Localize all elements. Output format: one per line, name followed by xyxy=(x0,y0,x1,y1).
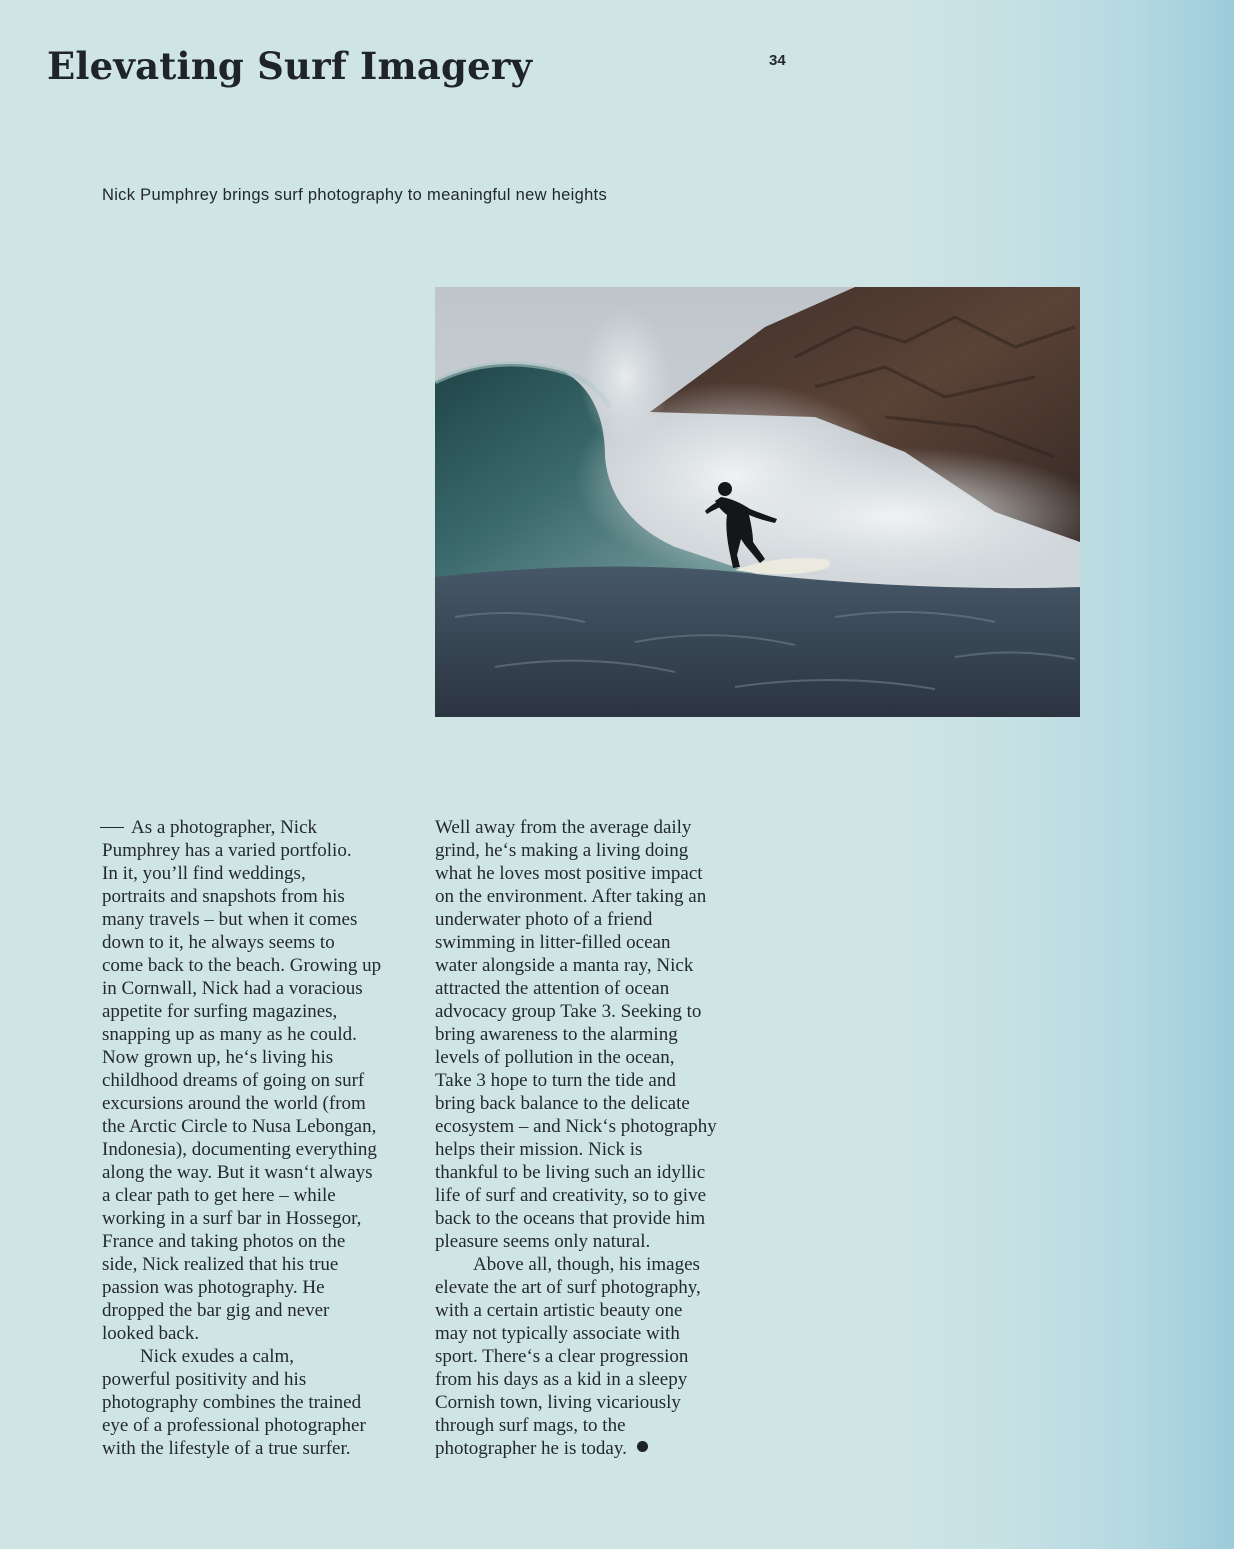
page-number: 34 xyxy=(769,52,786,69)
body-paragraph: Well away from the average daily grind, he‘s making a living doing what he loves most positive impact on the environment. After taking an underwater photo of a friend swimming in litter-filled ocean water alongside a manta ray, Nick attracted the attention of ocean advocacy group Take 3. Seeking to bring awareness to the alarming levels of pollution in the ocean, Take 3 hope to turn the tide and bring back balance to the delicate ecosystem – and Nick‘s photography helps their mission. Nick is thankful to be living such an idyllic life of surf and creativity, so to give back to the oceans that provide him pleasure seems only natural. xyxy=(435,817,717,1252)
photo-spray-plume xyxy=(580,307,670,447)
body-paragraph xyxy=(435,1253,755,1460)
article-subtitle: Nick Pumphrey brings surf photography to meaningful new heights xyxy=(102,186,607,204)
surf-photo xyxy=(435,287,1080,717)
body-column-right xyxy=(435,816,755,1460)
photo-water xyxy=(435,566,1080,717)
body-text: Above all, though, his images elevate the art of surf photography, with a certain artistic beauty one may not typically associate with sport. There‘s a clear progression from his days as a kid in a sleepy Cornish town, living vicariously through surf mags, to the photographer he is today. xyxy=(435,1254,701,1459)
body-paragraph: Nick exudes a calm, powerful positivity and his photography combines the trained eye of a professional photographer with the lifestyle of a true surfer. xyxy=(102,1346,366,1459)
body-column-left xyxy=(102,816,422,1460)
body-text: As a photographer, Nick Pumphrey has a varied portfolio. In it, you’ll find weddings, portraits and snapshots from his many travels – but when it comes down to it, he always seems to come back to the beach. Growing up in Cornwall, Nick had a voracious appetite for surfing magazines, snapping up as many as he could. Now grown up, he‘s living his childhood dreams of going on surf excursions around the world (from the Arctic Circle to Nusa Lebongan, Indonesia), documenting everything along the way. But it wasn‘t always a clear path to get here – while working in a surf bar in Hossegor, France and taking photos on the side, Nick realized that his true passion was photography. He dropped the bar gig and never looked back. xyxy=(102,817,382,1344)
lead-dash-icon xyxy=(100,827,124,829)
body-paragraph xyxy=(102,816,422,1345)
article-title: Elevating Surf Imagery xyxy=(47,44,533,88)
end-of-article-dot-icon xyxy=(637,1441,648,1452)
